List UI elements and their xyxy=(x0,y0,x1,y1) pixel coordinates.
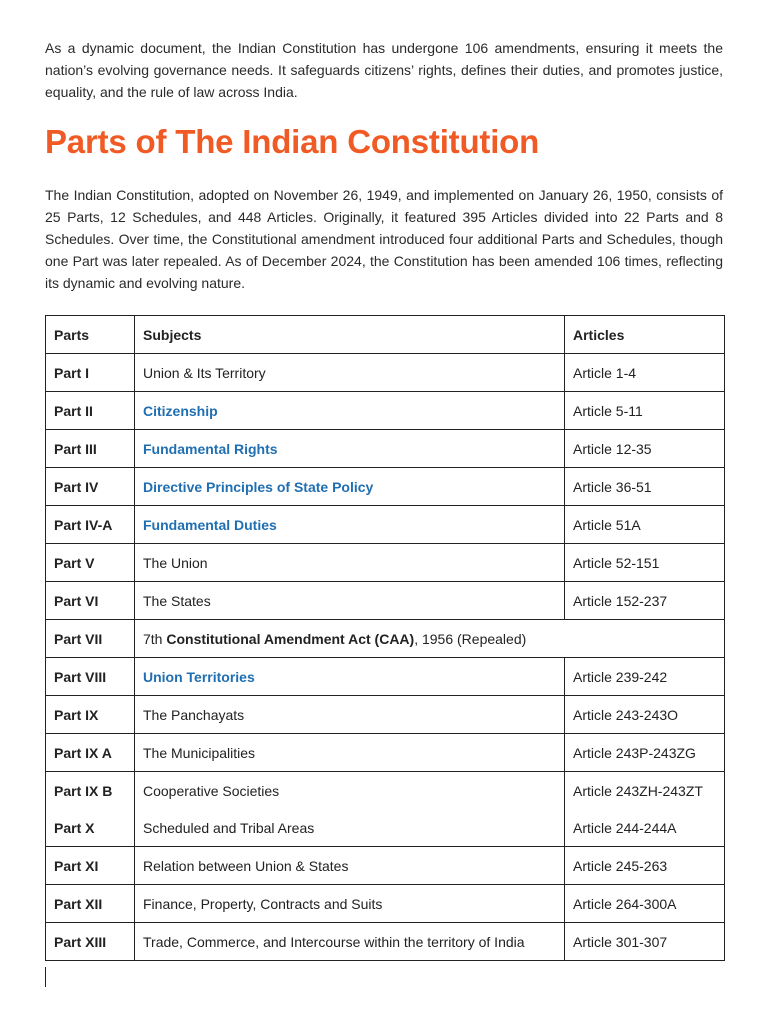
table-row xyxy=(46,809,725,847)
constitution-parts-table xyxy=(45,315,725,961)
union-territories-link[interactable]: Union Territories xyxy=(143,668,255,685)
subject-cell xyxy=(135,468,565,506)
articles-cell: Article 152-237 xyxy=(565,582,725,620)
articles-cell: Article 245-263 xyxy=(565,847,725,885)
subject-cell xyxy=(135,392,565,430)
directive-principles-link[interactable]: Directive Principles of State Policy xyxy=(143,478,374,495)
articles-cell: Article 36-51 xyxy=(565,468,725,506)
fundamental-duties-link[interactable]: Fundamental Duties xyxy=(143,516,277,533)
table-header-row xyxy=(46,316,725,354)
part-cell: Part III xyxy=(46,430,135,468)
part-cell: Part V xyxy=(46,544,135,582)
subject-bold: Constitutional Amendment Act (CAA) xyxy=(166,630,415,647)
subject-cell xyxy=(135,620,725,658)
table-row xyxy=(46,468,725,506)
articles-cell: Article 1-4 xyxy=(565,354,725,392)
table-row xyxy=(46,734,725,772)
table-row xyxy=(46,923,725,961)
part-cell: Part IX xyxy=(46,696,135,734)
part-cell: Part II xyxy=(46,392,135,430)
subject-cell: Relation between Union & States xyxy=(135,847,565,885)
table-row xyxy=(46,885,725,923)
part-cell: Part VI xyxy=(46,582,135,620)
subject-cell: Trade, Commerce, and Intercourse within the territory of India xyxy=(135,923,565,961)
table-row xyxy=(46,847,725,885)
part-cell: Part XIII xyxy=(46,923,135,961)
table-row xyxy=(46,772,725,810)
table-row xyxy=(46,506,725,544)
subject-prefix: 7th xyxy=(143,630,167,647)
part-cell: Part VII xyxy=(46,620,135,658)
articles-cell: Article 264-300A xyxy=(565,885,725,923)
part-cell: Part XI xyxy=(46,847,135,885)
part-cell: Part I xyxy=(46,354,135,392)
articles-cell: Article 301-307 xyxy=(565,923,725,961)
table-row xyxy=(46,392,725,430)
subject-cell: The Municipalities xyxy=(135,734,565,772)
section-heading: Parts of The Indian Constitution xyxy=(45,123,540,160)
subject-cell xyxy=(135,430,565,468)
header-articles: Articles xyxy=(565,316,725,354)
subject-cell: The Union xyxy=(135,544,565,582)
subject-cell: The States xyxy=(135,582,565,620)
articles-cell: Article 5-11 xyxy=(565,392,725,430)
table-row xyxy=(46,696,725,734)
header-parts: Parts xyxy=(46,316,135,354)
body-paragraph: The Indian Constitution, adopted on November 26, 1949, and implemented on January 26, 1950, consists of 25 Parts, 12 Schedules, and 448 Articles. Originally, it featured 395 Articles divided into 22 Parts and 8 Schedules. Over time, the Constitutional amendment introduced four additional Parts and Schedules, though one Part was later repealed. As of December 2024, the Constitution has been amended 106 times, reflecting its dynamic and evolving nature. xyxy=(45,187,723,291)
table-row xyxy=(46,620,725,658)
articles-cell: Article 12-35 xyxy=(565,430,725,468)
table-row xyxy=(46,544,725,582)
part-cell: Part IV xyxy=(46,468,135,506)
articles-cell: Article 51A xyxy=(565,506,725,544)
subject-cell xyxy=(135,658,565,696)
part-cell: Part XII xyxy=(46,885,135,923)
part-cell: Part X xyxy=(46,809,135,847)
articles-cell: Article 52-151 xyxy=(565,544,725,582)
subject-cell: Scheduled and Tribal Areas xyxy=(135,809,565,847)
part-cell: Part VIII xyxy=(46,658,135,696)
articles-cell: Article 243ZH-243ZT xyxy=(565,772,725,810)
table-row xyxy=(46,658,725,696)
table-row xyxy=(46,430,725,468)
articles-cell: Article 239-242 xyxy=(565,658,725,696)
part-cell: Part IV-A xyxy=(46,506,135,544)
subject-cell: The Panchayats xyxy=(135,696,565,734)
subject-cell: Union & Its Territory xyxy=(135,354,565,392)
part-cell: Part IX A xyxy=(46,734,135,772)
table-row xyxy=(46,582,725,620)
header-subjects: Subjects xyxy=(135,316,565,354)
intro-paragraph: As a dynamic document, the Indian Constitution has undergone 106 amendments, ensuring it meets the nation’s evolving governance needs. It safeguards citizens’ rights, defines their duties, and promotes justice, equality, and the rule of law across India. xyxy=(45,40,723,100)
table-continuation-border xyxy=(45,967,46,987)
fundamental-rights-link[interactable]: Fundamental Rights xyxy=(143,440,278,457)
table-row xyxy=(46,354,725,392)
subject-cell: Finance, Property, Contracts and Suits xyxy=(135,885,565,923)
subject-cell: Cooperative Societies xyxy=(135,772,565,810)
citizenship-link[interactable]: Citizenship xyxy=(143,402,218,419)
subject-cell xyxy=(135,506,565,544)
subject-suffix: , 1956 (Repealed) xyxy=(414,630,527,647)
articles-cell: Article 243-243O xyxy=(565,696,725,734)
part-cell: Part IX B xyxy=(46,772,135,810)
articles-cell: Article 243P-243ZG xyxy=(565,734,725,772)
articles-cell: Article 244-244A xyxy=(565,809,725,847)
